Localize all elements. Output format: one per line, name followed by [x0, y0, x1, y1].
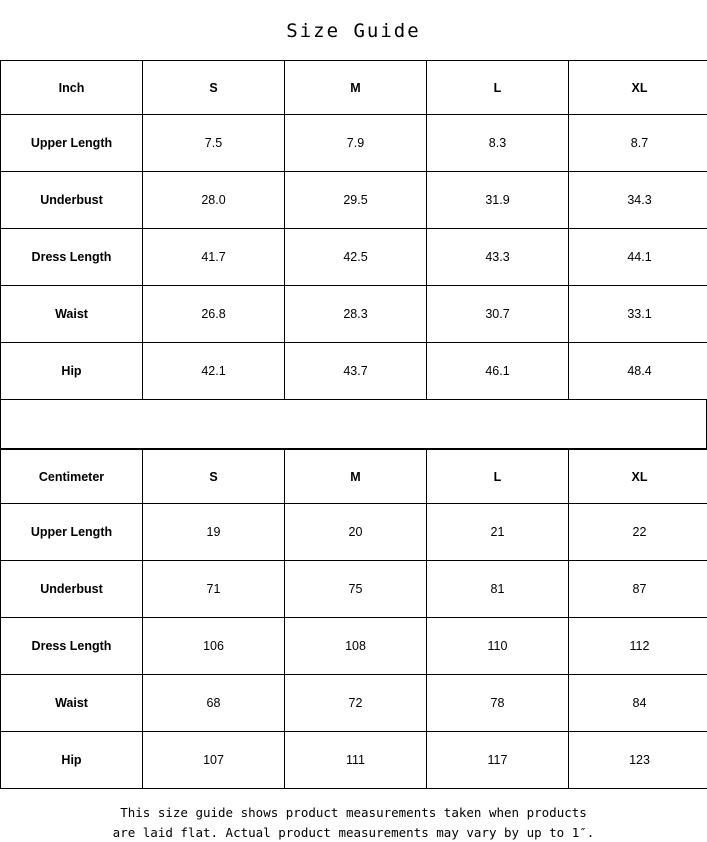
cell-value: 31.9 — [427, 172, 569, 229]
row-label: Underbust — [1, 172, 143, 229]
row-label: Dress Length — [1, 618, 143, 675]
cell-value: 43.3 — [427, 229, 569, 286]
footnote-line-1: This size guide shows product measurements taken when products — [120, 805, 587, 821]
cell-value: 46.1 — [427, 343, 569, 400]
centimeter-size-table — [0, 449, 707, 789]
cell-value: 42.5 — [285, 229, 427, 286]
cell-value: 44.1 — [569, 229, 707, 286]
unit-label-inch: Inch — [1, 61, 143, 115]
footnote — [0, 789, 707, 842]
table-row — [1, 504, 707, 561]
table-row — [1, 732, 707, 789]
cell-value: 68 — [143, 675, 285, 732]
inch-size-table — [0, 60, 707, 400]
unit-label-centimeter: Centimeter — [1, 450, 143, 504]
row-label: Hip — [1, 343, 143, 400]
size-header-l: L — [427, 61, 569, 115]
table-header-row — [1, 450, 707, 504]
cell-value: 22 — [569, 504, 707, 561]
cell-value: 8.7 — [569, 115, 707, 172]
cell-value: 28.0 — [143, 172, 285, 229]
size-header-s: S — [143, 450, 285, 504]
page-title: Size Guide — [286, 20, 421, 42]
size-header-xl: XL — [569, 61, 707, 115]
cell-value: 30.7 — [427, 286, 569, 343]
cell-value: 71 — [143, 561, 285, 618]
cell-value: 75 — [285, 561, 427, 618]
row-label: Waist — [1, 675, 143, 732]
cell-value: 41.7 — [143, 229, 285, 286]
row-label: Upper Length — [1, 504, 143, 561]
cell-value: 33.1 — [569, 286, 707, 343]
cell-value: 111 — [285, 732, 427, 789]
cell-value: 7.5 — [143, 115, 285, 172]
size-header-m: M — [285, 61, 427, 115]
row-label: Waist — [1, 286, 143, 343]
cell-value: 117 — [427, 732, 569, 789]
cell-value: 48.4 — [569, 343, 707, 400]
cell-value: 123 — [569, 732, 707, 789]
table-header-row — [1, 61, 707, 115]
footnote-line-2: are laid flat. Actual product measurements may vary by up to 1″. — [112, 824, 595, 840]
cell-value: 7.9 — [285, 115, 427, 172]
table-row — [1, 115, 707, 172]
cell-value: 8.3 — [427, 115, 569, 172]
size-header-m: M — [285, 450, 427, 504]
table-row — [1, 618, 707, 675]
size-header-xl: XL — [569, 450, 707, 504]
table-row — [1, 675, 707, 732]
cell-value: 19 — [143, 504, 285, 561]
cell-value: 43.7 — [285, 343, 427, 400]
cell-value: 29.5 — [285, 172, 427, 229]
cell-value: 26.8 — [143, 286, 285, 343]
table-row — [1, 172, 707, 229]
cell-value: 42.1 — [143, 343, 285, 400]
cell-value: 81 — [427, 561, 569, 618]
size-header-s: S — [143, 61, 285, 115]
table-row — [1, 343, 707, 400]
cell-value: 34.3 — [569, 172, 707, 229]
cell-value: 112 — [569, 618, 707, 675]
cell-value: 78 — [427, 675, 569, 732]
table-separator — [0, 400, 707, 449]
cell-value: 107 — [143, 732, 285, 789]
cell-value: 28.3 — [285, 286, 427, 343]
row-label: Dress Length — [1, 229, 143, 286]
row-label: Upper Length — [1, 115, 143, 172]
cell-value: 87 — [569, 561, 707, 618]
cell-value: 21 — [427, 504, 569, 561]
cell-value: 108 — [285, 618, 427, 675]
size-header-l: L — [427, 450, 569, 504]
cell-value: 72 — [285, 675, 427, 732]
cell-value: 20 — [285, 504, 427, 561]
table-row — [1, 286, 707, 343]
cell-value: 110 — [427, 618, 569, 675]
table-row — [1, 229, 707, 286]
cell-value: 84 — [569, 675, 707, 732]
row-label: Hip — [1, 732, 143, 789]
row-label: Underbust — [1, 561, 143, 618]
table-row — [1, 561, 707, 618]
cell-value: 106 — [143, 618, 285, 675]
